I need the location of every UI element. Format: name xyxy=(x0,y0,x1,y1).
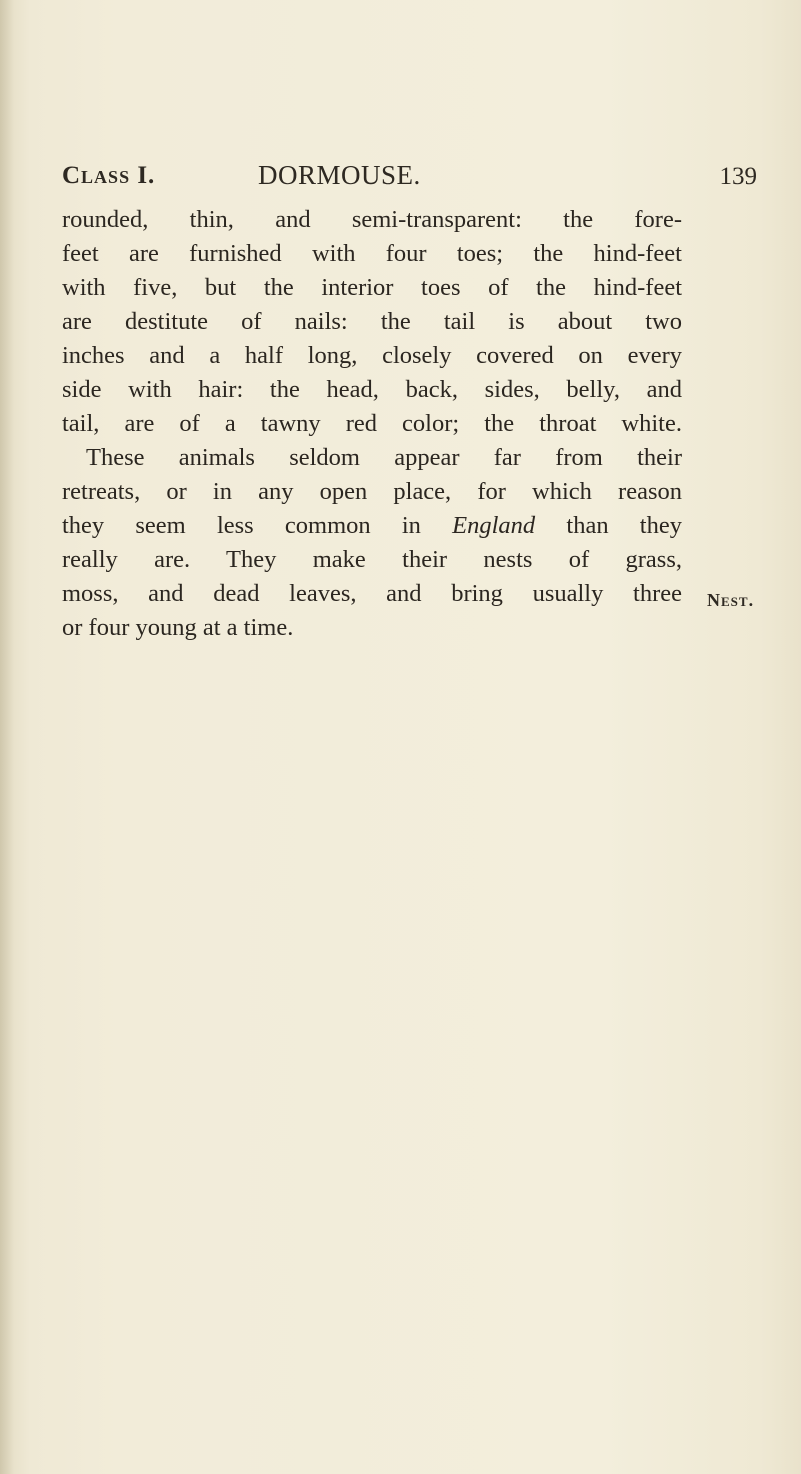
text-line-4: are destitute of nails: the tail is about two xyxy=(62,308,682,335)
text-line-11: really are. They make their nests of grass, xyxy=(62,546,682,573)
body-paragraph xyxy=(62,203,682,645)
page-number: 139 xyxy=(719,163,757,190)
place-name-england: England xyxy=(452,512,536,539)
text-line-10-end: than they xyxy=(566,512,682,539)
text-line-10 xyxy=(62,509,682,543)
text-line-7: tail, are of a tawny red color; the throat white. xyxy=(62,410,682,437)
margin-note-nest: Nest. xyxy=(707,590,755,610)
header-class-label: Class I. xyxy=(62,162,156,189)
text-line-8: These animals seldom appear far from their xyxy=(86,444,682,471)
header-title: DORMOUSE. xyxy=(258,160,421,190)
page-gutter-shadow xyxy=(0,0,14,1474)
running-header xyxy=(62,160,757,194)
text-line-6: side with hair: the head, back, sides, belly, and xyxy=(62,376,682,403)
text-line-5: inches and a half long, closely covered on every xyxy=(62,342,682,369)
text-line-3: with five, but the interior toes of the hind-feet xyxy=(62,274,682,301)
text-line-10-start: they seem less common in xyxy=(62,512,421,539)
text-line-9: retreats, or in any open place, for which reason xyxy=(62,478,682,505)
text-line-13: or four young at a time. xyxy=(62,614,294,641)
text-line-12: moss, and dead leaves, and bring usually three xyxy=(62,580,682,607)
text-line-2: feet are furnished with four toes; the hind-feet xyxy=(62,240,682,267)
text-line-1: rounded, thin, and semi-transparent: the fore- xyxy=(62,206,682,233)
